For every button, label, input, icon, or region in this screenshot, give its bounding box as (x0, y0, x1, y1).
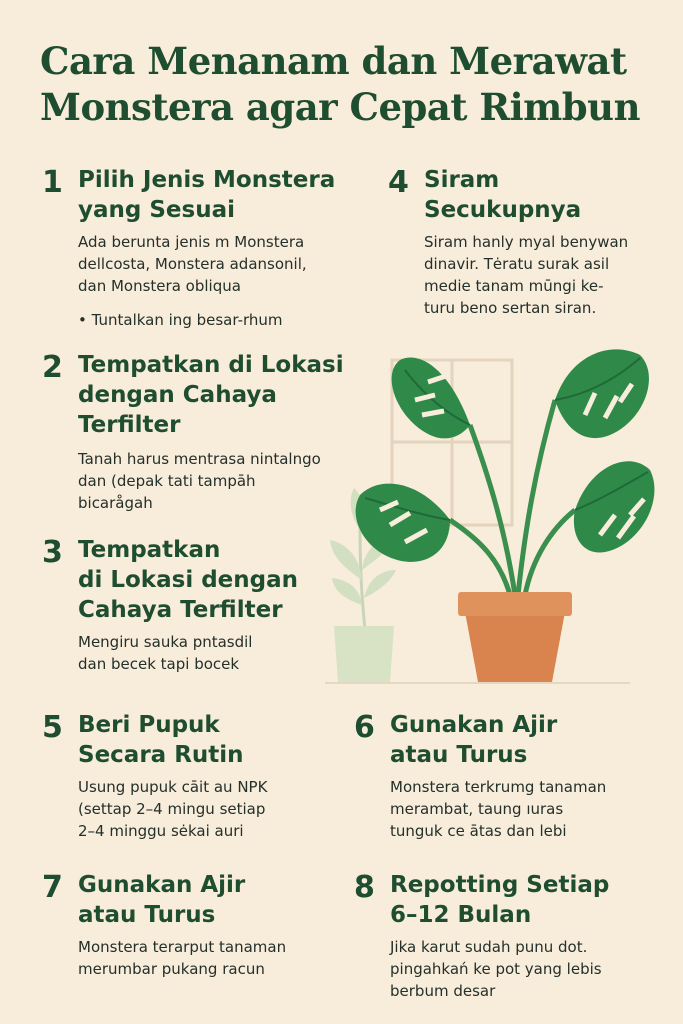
step-number: 3 (42, 535, 63, 570)
title-line-2: Monstera agar Cepat Rimbun (40, 85, 640, 129)
step-bullet: • Tuntalkan ing besar-rhum (78, 311, 283, 329)
step-body: Mengiru sauka pntasdil dan becek tapi bocek (78, 633, 253, 673)
monstera-illustration (320, 330, 660, 695)
monstera-plant-icon (356, 349, 655, 682)
step-number: 4 (388, 165, 409, 200)
step-body: Ada berunta jenis m Monstera dellcosta, Monstera adansonil, dan Monstera obliqua • Tuntalkan ing besar-rhum (78, 233, 307, 329)
step-number: 2 (42, 350, 63, 385)
step-heading: Gunakan Ajir atau Turus (390, 712, 558, 768)
step-body: Tanah harus mentrasa nintalngo dan (depak tati tampāh bicarågah (78, 450, 321, 512)
step-body: Siram hanly myal benywan dinavir. Tėratu surak asil medie tanam mūngi ke- turu beno sertan siran. (424, 233, 629, 317)
step-body: Usung pupuk cāit au NPK (settap 2–4 mingu setiap 2–4 minggu sėkai auri (78, 778, 268, 840)
step-heading: Beri Pupuk Secara Rutin (78, 712, 244, 768)
step-heading: Gunakan Ajir atau Turus (78, 872, 246, 928)
step-body: Monstera terkrumg tanaman merambat, taung ıuras tunguk ce ātas dan lebi (390, 778, 607, 840)
step-heading: Siram Secukupnya (424, 167, 582, 223)
step-heading: Tempatkan di Lokasi dengan Cahaya Terfilter (78, 537, 299, 623)
step-number: 7 (42, 870, 63, 905)
step-heading: Tempatkan di Lokasi dengan Cahaya Terfilter (78, 352, 344, 438)
page-title (40, 38, 660, 130)
step-number: 6 (354, 710, 375, 745)
step-heading: Pilih Jenis Monstera yang Sesuai (78, 167, 336, 223)
step-number: 8 (354, 870, 375, 905)
step-body: Monstera terarput tanaman merumbar pukang racun (78, 938, 287, 978)
step-heading: Repotting Setiap 6–12 Bulan (390, 872, 610, 928)
step-body: Jika karut sudah punu dot. pingahkań ke pot yang lebis berbum desar (390, 938, 602, 1000)
step-number: 5 (42, 710, 63, 745)
step-number: 1 (42, 165, 63, 200)
title-line-1: Cara Menanam dan Merawat (40, 39, 627, 83)
